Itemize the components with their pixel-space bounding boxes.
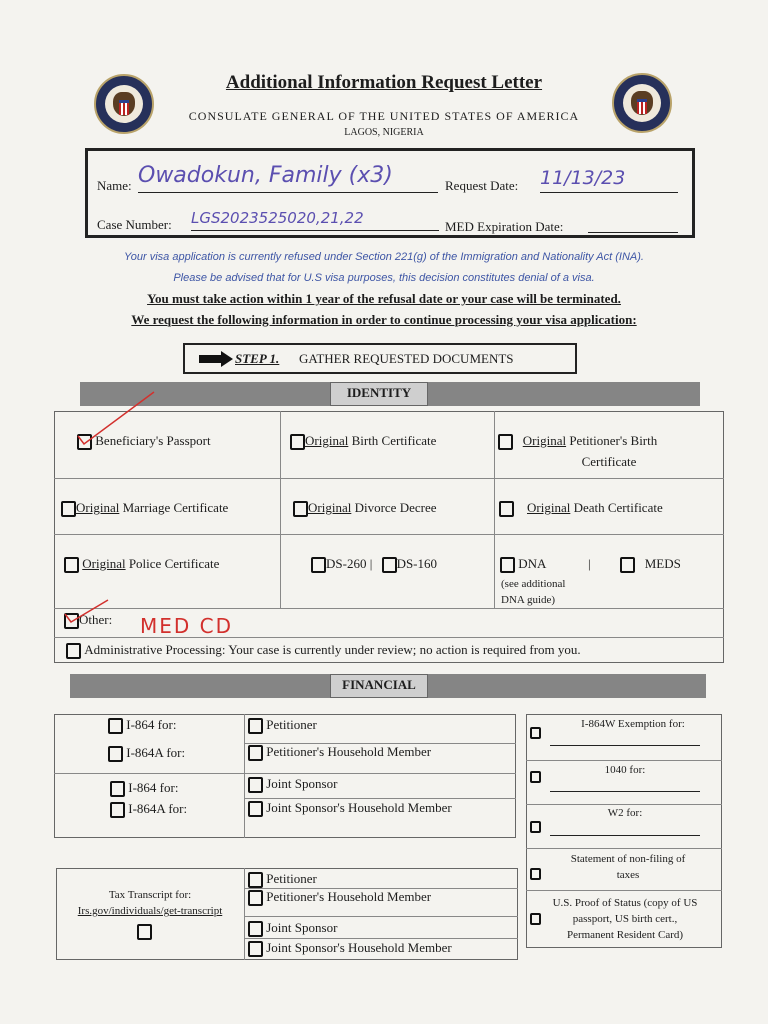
- affidavit-sub-divider-2: [244, 798, 516, 799]
- red-check-mark-icon: [74, 388, 164, 448]
- birth-cert-label: Birth Certificate: [348, 433, 437, 448]
- denial-notice: Please be advised that for U.S visa purposes, this decision constitutes denial of a visa.: [173, 272, 595, 284]
- proof-line3: Permanent Resident Card): [566, 929, 684, 941]
- consulate-city: LAGOS, NIGERIA: [344, 127, 424, 138]
- other-field[interactable]: MED CD: [140, 614, 234, 638]
- petitioner-hh-checkbox-2[interactable]: [248, 890, 263, 906]
- petitioner-item-2[interactable]: [248, 871, 317, 888]
- birth-certificate-checkbox[interactable]: [290, 434, 305, 450]
- tax-col-divider: [244, 868, 245, 960]
- meds-label: MEDS: [644, 556, 681, 571]
- request-statement: We request the following information in order to continue processing your visa application:: [131, 312, 637, 327]
- arrow-right-icon: [199, 351, 235, 367]
- i864a-checkbox-1[interactable]: [108, 746, 123, 762]
- exemption-divider-2: [526, 804, 722, 805]
- admin-processing-item[interactable]: [66, 642, 716, 659]
- tax-transcript-label: Tax Transcript for:: [108, 889, 192, 901]
- petitioner-hh-checkbox-1[interactable]: [248, 745, 263, 761]
- identity-row-divider-2: [54, 534, 724, 535]
- step-number: STEP 1.: [235, 351, 280, 366]
- ds260-label: DS-260 |: [326, 556, 373, 571]
- petitioner-checkbox-1[interactable]: [248, 718, 263, 734]
- marriage-certificate-item[interactable]: [61, 500, 228, 517]
- joint-sponsor-label-1: Joint Sponsor: [266, 776, 338, 791]
- affidavit-col-divider: [244, 714, 245, 838]
- i864-label-2: I-864 for:: [128, 780, 179, 795]
- admin-processing-checkbox[interactable]: [66, 643, 81, 659]
- petitioner-label-1: Petitioner: [266, 717, 317, 732]
- case-number-label: Case Number:: [97, 217, 172, 232]
- joint-sponsor-checkbox-1[interactable]: [248, 777, 263, 793]
- w2-field[interactable]: [550, 828, 700, 836]
- tax-transcript-item[interactable]: [137, 923, 152, 941]
- death-certificate-checkbox[interactable]: [499, 501, 514, 517]
- tax-sub-divider-2: [244, 916, 518, 917]
- dna-label: DNA: [518, 556, 547, 571]
- f1040-label: 1040 for:: [604, 764, 646, 776]
- meds-checkbox[interactable]: [620, 557, 635, 573]
- divorce-original-label: Original: [308, 500, 352, 515]
- deadline-warning: You must take action within 1 year of the refusal date or your case will be terminated.: [147, 291, 621, 306]
- police-label: Police Certificate: [125, 556, 220, 571]
- tax-transcript-checkbox[interactable]: [137, 924, 152, 940]
- i864a-label-1: I-864A for:: [126, 745, 186, 760]
- refusal-notice: Your visa application is currently refused under Section 221(g) of the Immigration and Nationality Act (INA).: [124, 251, 644, 263]
- joint-sponsor-hh-item-1[interactable]: [248, 800, 452, 817]
- exemption-divider-3: [526, 848, 722, 849]
- petitioner-birth-item[interactable]: [498, 433, 720, 470]
- identity-col-divider-1: [280, 411, 281, 608]
- other-label: Other:: [79, 612, 113, 627]
- dna-item[interactable]: [500, 556, 546, 573]
- f1040-field[interactable]: [550, 784, 700, 792]
- i864-item-2[interactable]: [110, 780, 178, 797]
- petitioner-checkbox-2[interactable]: [248, 872, 263, 888]
- i864w-field[interactable]: [550, 738, 700, 746]
- death-original-label: Original: [527, 500, 571, 515]
- proof-line2: passport, US birth cert.,: [572, 913, 678, 925]
- w2-checkbox[interactable]: [530, 821, 541, 833]
- ds-forms-item[interactable]: [311, 556, 437, 573]
- joint-sponsor-hh-checkbox-1[interactable]: [248, 801, 263, 817]
- red-check-mark-icon-2: [62, 598, 112, 628]
- i864-checkbox-1[interactable]: [108, 718, 123, 734]
- joint-sponsor-item-2[interactable]: [248, 920, 337, 937]
- step-title: GATHER REQUESTED DOCUMENTS: [299, 351, 514, 366]
- consulate-name: CONSULATE GENERAL OF THE UNITED STATES OF AMERICA: [188, 109, 580, 123]
- step-1-box: [183, 343, 577, 374]
- meds-item[interactable]: [620, 556, 681, 573]
- i864w-label: I-864W Exemption for:: [581, 718, 685, 730]
- document-title: Additional Information Request Letter: [225, 72, 543, 93]
- ds160-label: DS-160: [396, 556, 438, 571]
- ds160-checkbox[interactable]: [382, 557, 397, 573]
- admin-processing-label: Administrative Processing: Your case is currently under review; no action is required from you.: [84, 642, 581, 657]
- joint-sponsor-hh-checkbox-2[interactable]: [248, 941, 263, 957]
- marriage-original-label: Original: [76, 500, 120, 515]
- police-certificate-checkbox[interactable]: [64, 557, 79, 573]
- i864a-item-2[interactable]: [110, 801, 187, 818]
- nonfiling-label-line1: Statement of non-filing of: [570, 853, 686, 865]
- nonfiling-label-line2: taxes: [616, 869, 640, 881]
- i864-label-1: I-864 for:: [126, 717, 177, 732]
- marriage-certificate-checkbox[interactable]: [61, 501, 76, 517]
- petitioner-hh-label-1: Petitioner's Household Member: [266, 744, 432, 759]
- exemption-divider-1: [526, 760, 722, 761]
- identity-heading: IDENTITY: [330, 382, 428, 406]
- med-expiration-label: MED Expiration Date:: [445, 219, 564, 234]
- i864a-checkbox-2[interactable]: [110, 802, 125, 818]
- request-date-field[interactable]: 11/13/23: [540, 167, 678, 193]
- beneficiary-passport-label: Beneficiary's Passport: [95, 433, 211, 448]
- exemption-divider-4: [526, 890, 722, 891]
- petitioner-hh-item-1[interactable]: [248, 744, 431, 761]
- birth-cert-original-label: Original: [305, 433, 349, 448]
- joint-sponsor-label-2: Joint Sponsor: [266, 920, 338, 935]
- applicant-info-box: [85, 148, 695, 238]
- case-number-field[interactable]: LGS2023525020,21,22: [191, 209, 439, 231]
- petitioner-birth-original-label: Original: [522, 433, 567, 448]
- petitioner-item-1[interactable]: [248, 717, 317, 734]
- petitioner-birth-label: Petitioner's Birth: [566, 433, 658, 448]
- petitioner-label-2: Petitioner: [266, 871, 317, 886]
- proof-of-status-label: [532, 895, 718, 943]
- joint-sponsor-hh-item-2[interactable]: [248, 940, 452, 957]
- joint-sponsor-item-1[interactable]: [248, 776, 337, 793]
- dna-note: [501, 576, 565, 608]
- i864w-checkbox[interactable]: [530, 727, 541, 739]
- i864a-item-1[interactable]: [108, 745, 185, 762]
- proof-line1: U.S. Proof of Status (copy of US: [552, 897, 698, 909]
- divorce-label: Divorce Decree: [351, 500, 437, 515]
- nonfiling-label: [538, 851, 718, 883]
- i864-checkbox-2[interactable]: [110, 781, 125, 797]
- f1040-checkbox[interactable]: [530, 771, 541, 783]
- i864-item-1[interactable]: [108, 717, 176, 734]
- police-original-label: Original: [82, 556, 126, 571]
- request-date-label: Request Date:: [445, 178, 519, 193]
- joint-sponsor-hh-label-1: Joint Sponsor's Household Member: [266, 800, 452, 815]
- tax-transcript-link[interactable]: Irs.gov/individuals/get-transcript: [77, 905, 223, 917]
- med-expiration-field[interactable]: [588, 215, 678, 233]
- dna-meds-separator: |: [588, 556, 591, 571]
- name-field[interactable]: Owadokun, Family (x3): [138, 163, 438, 193]
- death-certificate-item[interactable]: [499, 500, 663, 517]
- police-certificate-item[interactable]: [64, 556, 219, 573]
- tax-sub-divider-3: [244, 938, 518, 939]
- identity-row-divider-3: [54, 608, 724, 609]
- divorce-decree-checkbox[interactable]: [293, 501, 308, 517]
- joint-sponsor-hh-label-2: Joint Sponsor's Household Member: [266, 940, 452, 955]
- financial-heading: FINANCIAL: [330, 674, 428, 698]
- birth-certificate-item[interactable]: [290, 433, 436, 450]
- petitioner-hh-item-2[interactable]: [248, 889, 431, 906]
- dna-note-line2: DNA guide): [501, 594, 556, 606]
- identity-row-divider-1: [54, 478, 724, 479]
- dna-checkbox[interactable]: [500, 557, 515, 573]
- name-label: Name:: [97, 178, 132, 193]
- w2-label: W2 for:: [607, 807, 643, 819]
- petitioner-birth-checkbox[interactable]: [498, 434, 513, 450]
- petitioner-hh-label-2: Petitioner's Household Member: [266, 889, 432, 904]
- dna-note-line1: (see additional: [501, 578, 566, 590]
- divorce-decree-item[interactable]: [293, 500, 437, 517]
- ds260-checkbox[interactable]: [311, 557, 326, 573]
- marriage-label: Marriage Certificate: [119, 500, 229, 515]
- joint-sponsor-checkbox-2[interactable]: [248, 921, 263, 937]
- i864a-label-2: I-864A for:: [128, 801, 188, 816]
- identity-col-divider-2: [494, 411, 495, 608]
- death-label: Death Certificate: [570, 500, 663, 515]
- petitioner-birth-label-line2: Certificate: [581, 454, 637, 470]
- affidavit-row-divider: [54, 773, 516, 774]
